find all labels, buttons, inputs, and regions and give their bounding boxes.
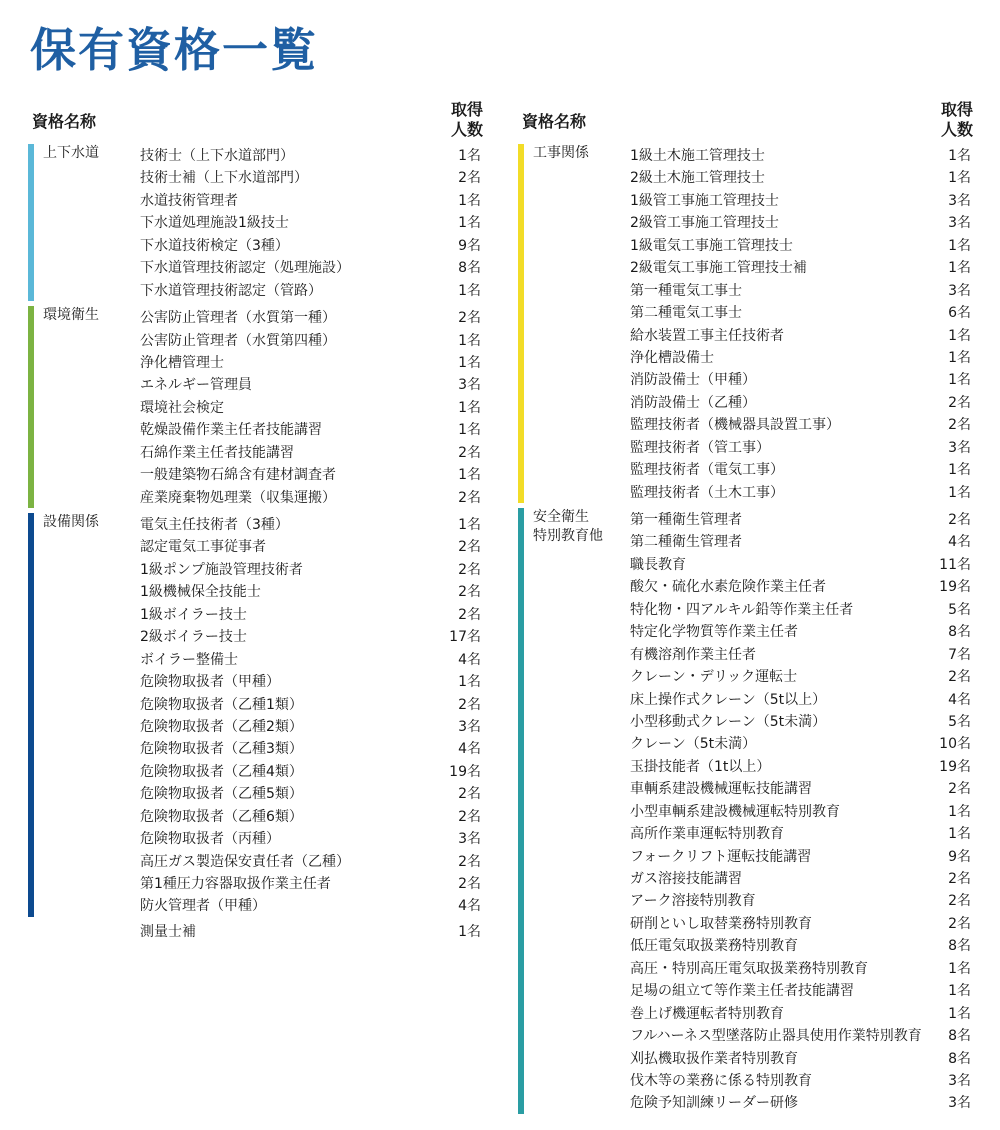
qualification-name: 1級ポンプ施設管理技術者 [140,561,303,578]
holder-count: 8名 [948,1028,971,1045]
holder-count: 2名 [948,871,971,887]
category-group [28,306,483,508]
qualification-name: 防火管理者（甲種） [140,898,266,915]
holder-count: 17名 [449,629,481,646]
holder-count: 1名 [948,372,971,389]
qualification-row [518,391,973,413]
qualification-row [518,368,973,390]
qualification-name: 2級管工事施工管理技士 [630,215,779,232]
qualification-name: 危険物取扱者（乙種5類） [140,786,303,803]
qualification-row [518,256,973,278]
qualification-name: 技術士（上下水道部門） [140,148,294,164]
qualification-row [28,441,483,463]
holder-count: 11名 [939,556,971,573]
qualification-name: 産業廃棄物処理業（収集運搬） [140,489,336,506]
qualification-name: 職長教育 [630,556,686,573]
category-group [28,513,483,917]
holder-count: 4名 [458,741,481,758]
qualification-name: 技術士補（上下水道部門） [140,170,308,187]
holder-count: 2名 [458,786,481,803]
qualification-row [518,912,973,934]
holder-count: 1名 [948,1005,971,1022]
qualification-name: 監理技術者（機械器具設置工事） [630,417,840,434]
qualification-row [28,670,483,692]
category-label: 上下水道 [43,145,99,161]
qualification-row [28,872,483,894]
holder-count: 2名 [458,489,481,506]
qualification-name: 下水道管理技術認定（管路） [140,282,322,299]
qualification-row [518,620,973,642]
qualification-name: 2級ボイラー技士 [140,629,247,646]
qualification-name: 1級土木施工管理技士 [630,148,765,164]
qualification-row [28,920,483,942]
qualification-name: 小型移動式クレーン（5t未満） [630,713,827,730]
holder-count: 10名 [939,736,971,753]
category-label: 環境衛生 [43,307,99,324]
qualification-name: 有機溶剤作業主任者 [630,646,756,663]
qualification-row [518,710,973,732]
holder-count: 9名 [948,848,971,865]
holder-count: 4名 [948,691,971,708]
holder-count: 2名 [948,512,971,528]
qualification-row [518,598,973,620]
qualification-name: 特定化学物質等作業主任者 [630,624,798,641]
qualification-name: 危険物取扱者（乙種3類） [140,741,303,758]
qualification-name: 下水道技術検定（3種） [140,237,289,254]
holder-count: 2名 [458,696,481,713]
qualification-name: フルハーネス型墜落防止器具使用作業特別教育 [630,1028,922,1045]
holder-count: 4名 [458,651,481,668]
holder-count: 1名 [948,960,971,977]
qualification-row [518,1091,973,1113]
qualification-name: 監理技術者（土木工事） [630,484,784,501]
qualification-row [28,535,483,557]
holder-count: 1名 [948,260,971,277]
qualification-row [518,458,973,480]
holder-count: 1名 [458,517,481,533]
qualification-row [518,755,973,777]
qualification-row [28,279,483,301]
qualification-name: 研削といし取替業務特別教育 [630,915,812,932]
qualification-name: 2級土木施工管理技士 [630,170,765,187]
holder-count: 4名 [948,534,971,551]
qualification-name: 測量士補 [140,923,196,940]
qualification-name: 第二種衛生管理者 [630,534,742,551]
qualification-name: 巻上げ機運転者特別教育 [630,1005,784,1022]
holder-count: 8名 [948,938,971,955]
qualification-row [518,436,973,458]
holder-count: 3名 [458,831,481,848]
holder-count: 3名 [458,718,481,735]
qualification-row [518,822,973,844]
qualification-name: 監理技術者（管工事） [630,439,770,456]
qualification-row [518,845,973,867]
qualification-row [28,603,483,625]
qualification-name: アーク溶接特別教育 [630,893,756,910]
holder-count: 1名 [948,484,971,501]
column-header [518,100,973,144]
qualification-name: 第一種衛生管理者 [630,512,742,528]
qualification-name: 消防設備士（甲種） [630,372,756,389]
holder-count: 1名 [948,462,971,479]
qualification-name: 第二種電気工事士 [630,305,742,322]
holder-count: 1名 [948,803,971,820]
qualification-row [518,1047,973,1069]
holder-count: 19名 [939,579,971,596]
qualification-row [28,827,483,849]
category-label: 設備関係 [43,514,99,530]
qualification-row [28,737,483,759]
qualification-name: 浄化槽設備士 [630,349,714,366]
qualification-name: 第一種電気工事士 [630,282,742,299]
qualification-name: 乾燥設備作業主任者技能講習 [140,422,322,439]
holder-count: 4名 [458,898,481,915]
qualification-row [518,211,973,233]
qualification-name: 消防設備士（乙種） [630,394,756,411]
qualification-name: 危険物取扱者（乙種2類） [140,718,303,735]
qualification-name: 公害防止管理者（水質第一種） [140,310,336,327]
holder-count: 2名 [948,915,971,932]
qualification-name: 危険予知訓練リーダー研修 [630,1095,798,1112]
qualification-name: 2級電気工事施工管理技士補 [630,260,807,277]
qualification-row [518,665,973,687]
holder-count: 3名 [948,215,971,232]
qualification-name: 刈払機取扱作業者特別教育 [630,1050,798,1067]
qualification-name: フォークリフト運転技能講習 [630,848,812,865]
qualification-row [518,234,973,256]
qualification-row [518,575,973,597]
holder-count: 3名 [948,192,971,209]
holder-count: 1名 [948,327,971,344]
category-label: 安全衛生 特別教育他 [533,509,603,544]
qualification-name: 危険物取扱者（甲種） [140,674,280,691]
qualification-row [518,1069,973,1091]
qualification-name: 低圧電気取扱業務特別教育 [630,938,798,955]
qualification-name: 一般建築物石綿含有建材調査者 [140,467,336,484]
holder-count: 8名 [948,624,971,641]
holder-count: 1名 [948,826,971,843]
holder-count: 2名 [458,876,481,892]
qualification-row [28,306,483,328]
qualification-name: 危険物取扱者（乙種4類） [140,763,303,780]
qualification-name: 床上操作式クレーン（5t以上） [630,691,827,708]
qualification-name: 水道技術管理者 [140,192,238,209]
right-groups [518,144,973,1114]
holder-count: 3名 [948,1072,971,1089]
holder-count: 8名 [948,1050,971,1067]
qualification-row [518,1024,973,1046]
qualification-row [518,413,973,435]
qualification-row [518,889,973,911]
holder-count: 1名 [458,354,481,371]
qualification-name: 危険物取扱者（乙種6類） [140,808,303,825]
holder-count: 2名 [458,310,481,327]
qualification-row [518,732,973,754]
qualification-row [518,189,973,211]
qualification-name: エネルギー管理員 [140,377,252,394]
qualification-row [28,648,483,670]
qualification-name: 危険物取扱者（丙種） [140,831,280,848]
qualification-name: 監理技術者（電気工事） [630,462,784,479]
qualification-row [518,979,973,1001]
qualification-name: 足場の組立て等作業主任者技能講習 [630,983,854,1000]
qualification-name: 石綿作業主任者技能講習 [140,444,294,461]
header-name: 資格名称 [32,112,97,131]
qualification-name: 環境社会検定 [140,399,224,416]
qualification-row [518,643,973,665]
holder-count: 9名 [458,237,481,254]
header-name: 資格名称 [522,112,587,131]
qualification-row [28,234,483,256]
category-label: 工事関係 [533,145,589,161]
holder-count: 1名 [458,148,481,164]
qualification-row [28,625,483,647]
holder-count: 3名 [948,1095,971,1112]
qualification-row [518,553,973,575]
qualification-name: ボイラー整備士 [140,651,238,668]
qualification-row [28,351,483,373]
qualification-row [28,782,483,804]
qualification-name: 給水装置工事主任技術者 [630,327,784,344]
holder-count: 2名 [458,539,481,556]
qualification-name: 認定電気工事従事者 [140,539,266,556]
qualification-name: 酸欠・硫化水素危険作業主任者 [630,579,826,596]
holder-count: 2名 [948,893,971,910]
qualification-row [28,486,483,508]
qualification-name: 電気主任技術者（3種） [140,517,289,533]
holder-count: 1名 [948,148,971,164]
qualification-row [518,867,973,889]
qualification-row [28,418,483,440]
qualification-name: ガス溶接技能講習 [630,871,742,887]
qualification-row [28,211,483,233]
holder-count: 3名 [948,439,971,456]
holder-count: 2名 [458,606,481,623]
holder-count: 2名 [458,808,481,825]
qualification-row [28,189,483,211]
holder-count: 2名 [948,417,971,434]
holder-count: 2名 [458,561,481,578]
holder-count: 1名 [458,422,481,439]
holder-count: 1名 [458,215,481,232]
header-count: 取得 人数 [940,100,973,139]
qualification-row [518,279,973,301]
qualification-name: 車輌系建設機械運転技能講習 [630,781,812,798]
qualification-row [518,934,973,956]
page-title: 保有資格一覧 [30,23,318,77]
qualification-row [518,481,973,503]
category-group [518,508,973,1114]
qualification-name: 高所作業車運転特別教育 [630,826,784,843]
qualification-row [518,166,973,188]
qualification-name: 公害防止管理者（水質第四種） [140,332,336,349]
qualification-row [28,463,483,485]
holder-count: 8名 [458,260,481,277]
holder-count: 2名 [458,584,481,601]
qualification-name: 伐木等の業務に係る特別教育 [630,1072,812,1089]
holder-count: 1名 [458,674,481,691]
holder-count: 1名 [458,282,481,299]
qualification-row [518,508,973,530]
holder-count: 1名 [458,332,481,349]
qualification-row [518,800,973,822]
qualification-row [28,166,483,188]
qualification-row [518,957,973,979]
qualification-row [518,324,973,346]
holder-count: 19名 [939,758,971,775]
right-column [518,100,973,1114]
holder-count: 2名 [948,669,971,686]
holder-count: 1名 [458,467,481,484]
qualification-name: 高圧・特別高圧電気取扱業務特別教育 [630,960,868,977]
qualification-row [518,346,973,368]
qualification-row [28,513,483,535]
qualification-name: 1級管工事施工管理技士 [630,192,779,209]
qualification-name: クレーン（5t未満） [630,736,757,753]
holder-count: 2名 [458,170,481,187]
holder-count: 2名 [948,781,971,798]
holder-count: 1名 [458,399,481,416]
qualification-row [28,805,483,827]
qualification-row [518,301,973,323]
qualification-row [28,715,483,737]
category-group [28,144,483,301]
qualification-name: 1級機械保全技能士 [140,584,261,601]
qualification-row [28,894,483,916]
qualification-name: 特化物・四アルキル鉛等作業主任者 [630,601,854,618]
qualification-row [518,144,973,166]
holder-count: 3名 [458,377,481,394]
holder-count: 1名 [948,983,971,1000]
qualification-row [28,850,483,872]
qualification-row [28,760,483,782]
holder-count: 3名 [948,282,971,299]
holder-count: 2名 [458,444,481,461]
category-group [518,144,973,503]
qualification-row [28,693,483,715]
qualification-name: 第1種圧力容器取扱作業主任者 [140,876,331,892]
qualification-name: 浄化槽管理士 [140,354,224,371]
holder-count: 7名 [948,646,971,663]
holder-count: 2名 [948,394,971,411]
qualification-row [28,329,483,351]
holder-count: 1名 [458,923,481,940]
left-column [28,100,483,942]
qualification-row [28,256,483,278]
left-groups [28,144,483,917]
qualification-name: 1級ボイラー技士 [140,606,247,623]
left-extra [28,920,483,942]
qualification-row [28,373,483,395]
holder-count: 5名 [948,601,971,618]
qualification-name: 1級電気工事施工管理技士 [630,237,793,254]
holder-count: 1名 [458,192,481,209]
holder-count: 6名 [948,305,971,322]
qualification-name: 下水道処理施設1級技士 [140,215,289,232]
holder-count: 1名 [948,170,971,187]
holder-count: 1名 [948,349,971,366]
qualification-row [518,530,973,552]
qualification-row [518,688,973,710]
holder-count: 1名 [948,237,971,254]
holder-count: 2名 [458,853,481,870]
qualification-row [28,558,483,580]
qualification-row [518,777,973,799]
holder-count: 19名 [449,763,481,780]
qualification-name: 危険物取扱者（乙種1類） [140,696,303,713]
qualification-name: 玉掛技能者（1t以上） [630,758,771,775]
qualification-row [518,1002,973,1024]
qualification-row [28,580,483,602]
qualification-name: クレーン・デリック運転士 [630,669,798,686]
qualification-name: 小型車輌系建設機械運転特別教育 [630,803,840,820]
qualification-name: 高圧ガス製造保安責任者（乙種） [140,853,350,870]
header-count: 取得 人数 [450,100,483,139]
holder-count: 5名 [948,713,971,730]
column-header [28,100,483,144]
qualification-row [28,396,483,418]
qualification-name: 下水道管理技術認定（処理施設） [140,260,350,277]
qualification-row [28,144,483,166]
